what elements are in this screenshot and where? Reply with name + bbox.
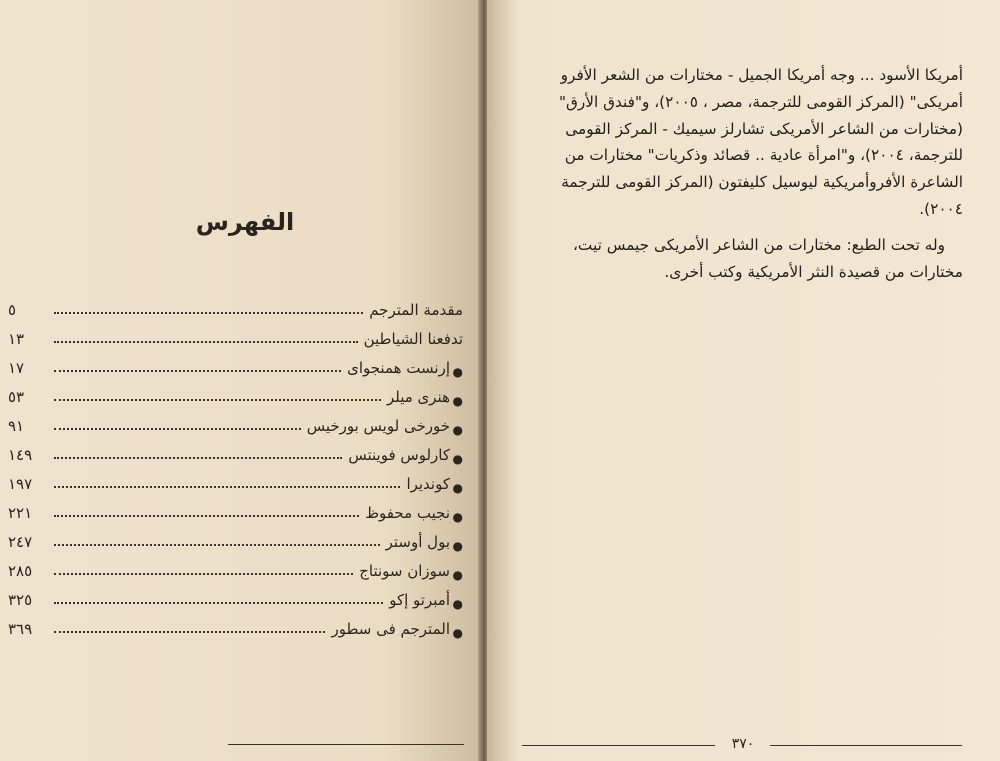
text-line: للترجمة، ٢٠٠٤)، و"امرأة عادية .. قصائد وذكريات" مختارات من — [564, 146, 963, 165]
footer-rule-right — [770, 745, 962, 746]
toc-leader-dots — [54, 341, 358, 343]
toc-entry-page: ١٤٩ — [8, 446, 33, 464]
toc-entry-page: ١٩٧ — [8, 475, 33, 493]
toc-leader-dots — [54, 602, 383, 604]
text-line: (مختارات من الشاعر الأمريكى تشارلز سيميك - المركز القومى — [565, 119, 963, 138]
toc-entry-page: ٥ — [8, 301, 17, 319]
toc-entry-title: كارلوس فوينتس — [348, 446, 450, 464]
toc-entry-page: ٢٢١ — [8, 504, 33, 522]
text-line: وله تحت الطبع: مختارات من الشاعر الأمريكى جيمس تيت، — [573, 235, 945, 254]
left-page — [0, 0, 482, 761]
bullet-icon: ● — [452, 365, 463, 379]
bullet-icon: ● — [452, 423, 463, 437]
toc-entry-page: ٢٤٧ — [8, 533, 33, 551]
toc-entry — [8, 553, 463, 582]
toc-entry-title: هنرى ميلر — [386, 388, 450, 406]
text-line: مختارات من قصيدة النثر الأمريكية وكتب أخرى. — [664, 262, 963, 281]
text-line: أمريكى" (المركز القومى للترجمة، مصر ، ٢٠٠٥)، و"فندق الأرق" — [558, 92, 963, 111]
toc-entry-title: أمبرتو إكو — [389, 591, 450, 609]
toc-entry-title: خورخى لويس بورخيس — [306, 417, 450, 435]
page-footer — [522, 738, 962, 752]
toc-entry-page: ٣٦٩ — [8, 620, 33, 638]
text-line: الشاعرة الأفروأمريكية ليوسيل كليفتون (المركز القومى للترجمة — [561, 173, 963, 192]
toc-entry-page: ١٧ — [8, 359, 25, 377]
toc-leader-dots — [54, 457, 342, 459]
toc-entry-page: ٥٣ — [8, 388, 25, 406]
toc-entry-title: مقدمة المترجم — [369, 301, 463, 319]
bullet-icon: ● — [452, 626, 463, 640]
table-of-contents — [8, 292, 463, 640]
toc-entry — [8, 321, 463, 350]
toc-leader-dots — [54, 515, 359, 517]
footer-rule-left — [228, 744, 464, 745]
page-number: ٣٧٠ — [731, 736, 755, 752]
toc-entry-title: كونديرا — [406, 475, 450, 493]
bullet-icon: ● — [452, 510, 463, 524]
toc-entry — [8, 379, 463, 408]
toc-entry — [8, 582, 463, 611]
toc-leader-dots — [54, 544, 380, 546]
index-title: الفهرس — [195, 208, 295, 236]
toc-entry — [8, 524, 463, 553]
toc-entry — [8, 495, 463, 524]
toc-entry-title: المترجم فى سطور — [331, 620, 450, 638]
toc-entry-page: ٩١ — [8, 417, 25, 435]
toc-entry-title: إرنست همنجواى — [347, 359, 450, 377]
toc-leader-dots — [54, 399, 381, 401]
toc-entry — [8, 408, 463, 437]
toc-entry-title: سوزان سونتاج — [359, 562, 450, 580]
bullet-icon: ● — [452, 597, 463, 611]
toc-entry-title: تدفعنا الشياطين — [363, 330, 463, 348]
toc-leader-dots — [54, 428, 301, 430]
toc-entry-page: ٢٨٥ — [8, 562, 33, 580]
bullet-icon: ● — [452, 481, 463, 495]
toc-entry — [8, 466, 463, 495]
toc-entry-title: نجيب محفوظ — [365, 504, 450, 522]
paragraph-forthcoming — [517, 232, 963, 286]
paragraph-publications — [517, 62, 963, 223]
bullet-icon: ● — [452, 452, 463, 466]
text-line: أمريكا الأسود ... وجه أمريكا الجميل - مختارات من الشعر الأفرو — [560, 66, 963, 84]
toc-entry — [8, 292, 463, 321]
toc-entry — [8, 611, 463, 640]
text-line: ٢٠٠٤). — [919, 199, 963, 218]
translator-bio-text — [517, 62, 963, 285]
toc-leader-dots — [54, 370, 341, 372]
toc-entry — [8, 437, 463, 466]
toc-leader-dots — [54, 312, 363, 314]
toc-leader-dots — [54, 573, 353, 575]
toc-leader-dots — [54, 631, 325, 633]
bullet-icon: ● — [452, 394, 463, 408]
footer-rule-left — [522, 745, 715, 746]
right-page — [487, 0, 1000, 761]
toc-entry — [8, 350, 463, 379]
toc-entry-title: بول أوستر — [385, 533, 450, 551]
toc-entry-page: ٣٢٥ — [8, 591, 33, 609]
toc-entry-page: ١٣ — [8, 330, 25, 348]
bullet-icon: ● — [452, 539, 463, 553]
bullet-icon: ● — [452, 568, 463, 582]
toc-leader-dots — [54, 486, 400, 488]
